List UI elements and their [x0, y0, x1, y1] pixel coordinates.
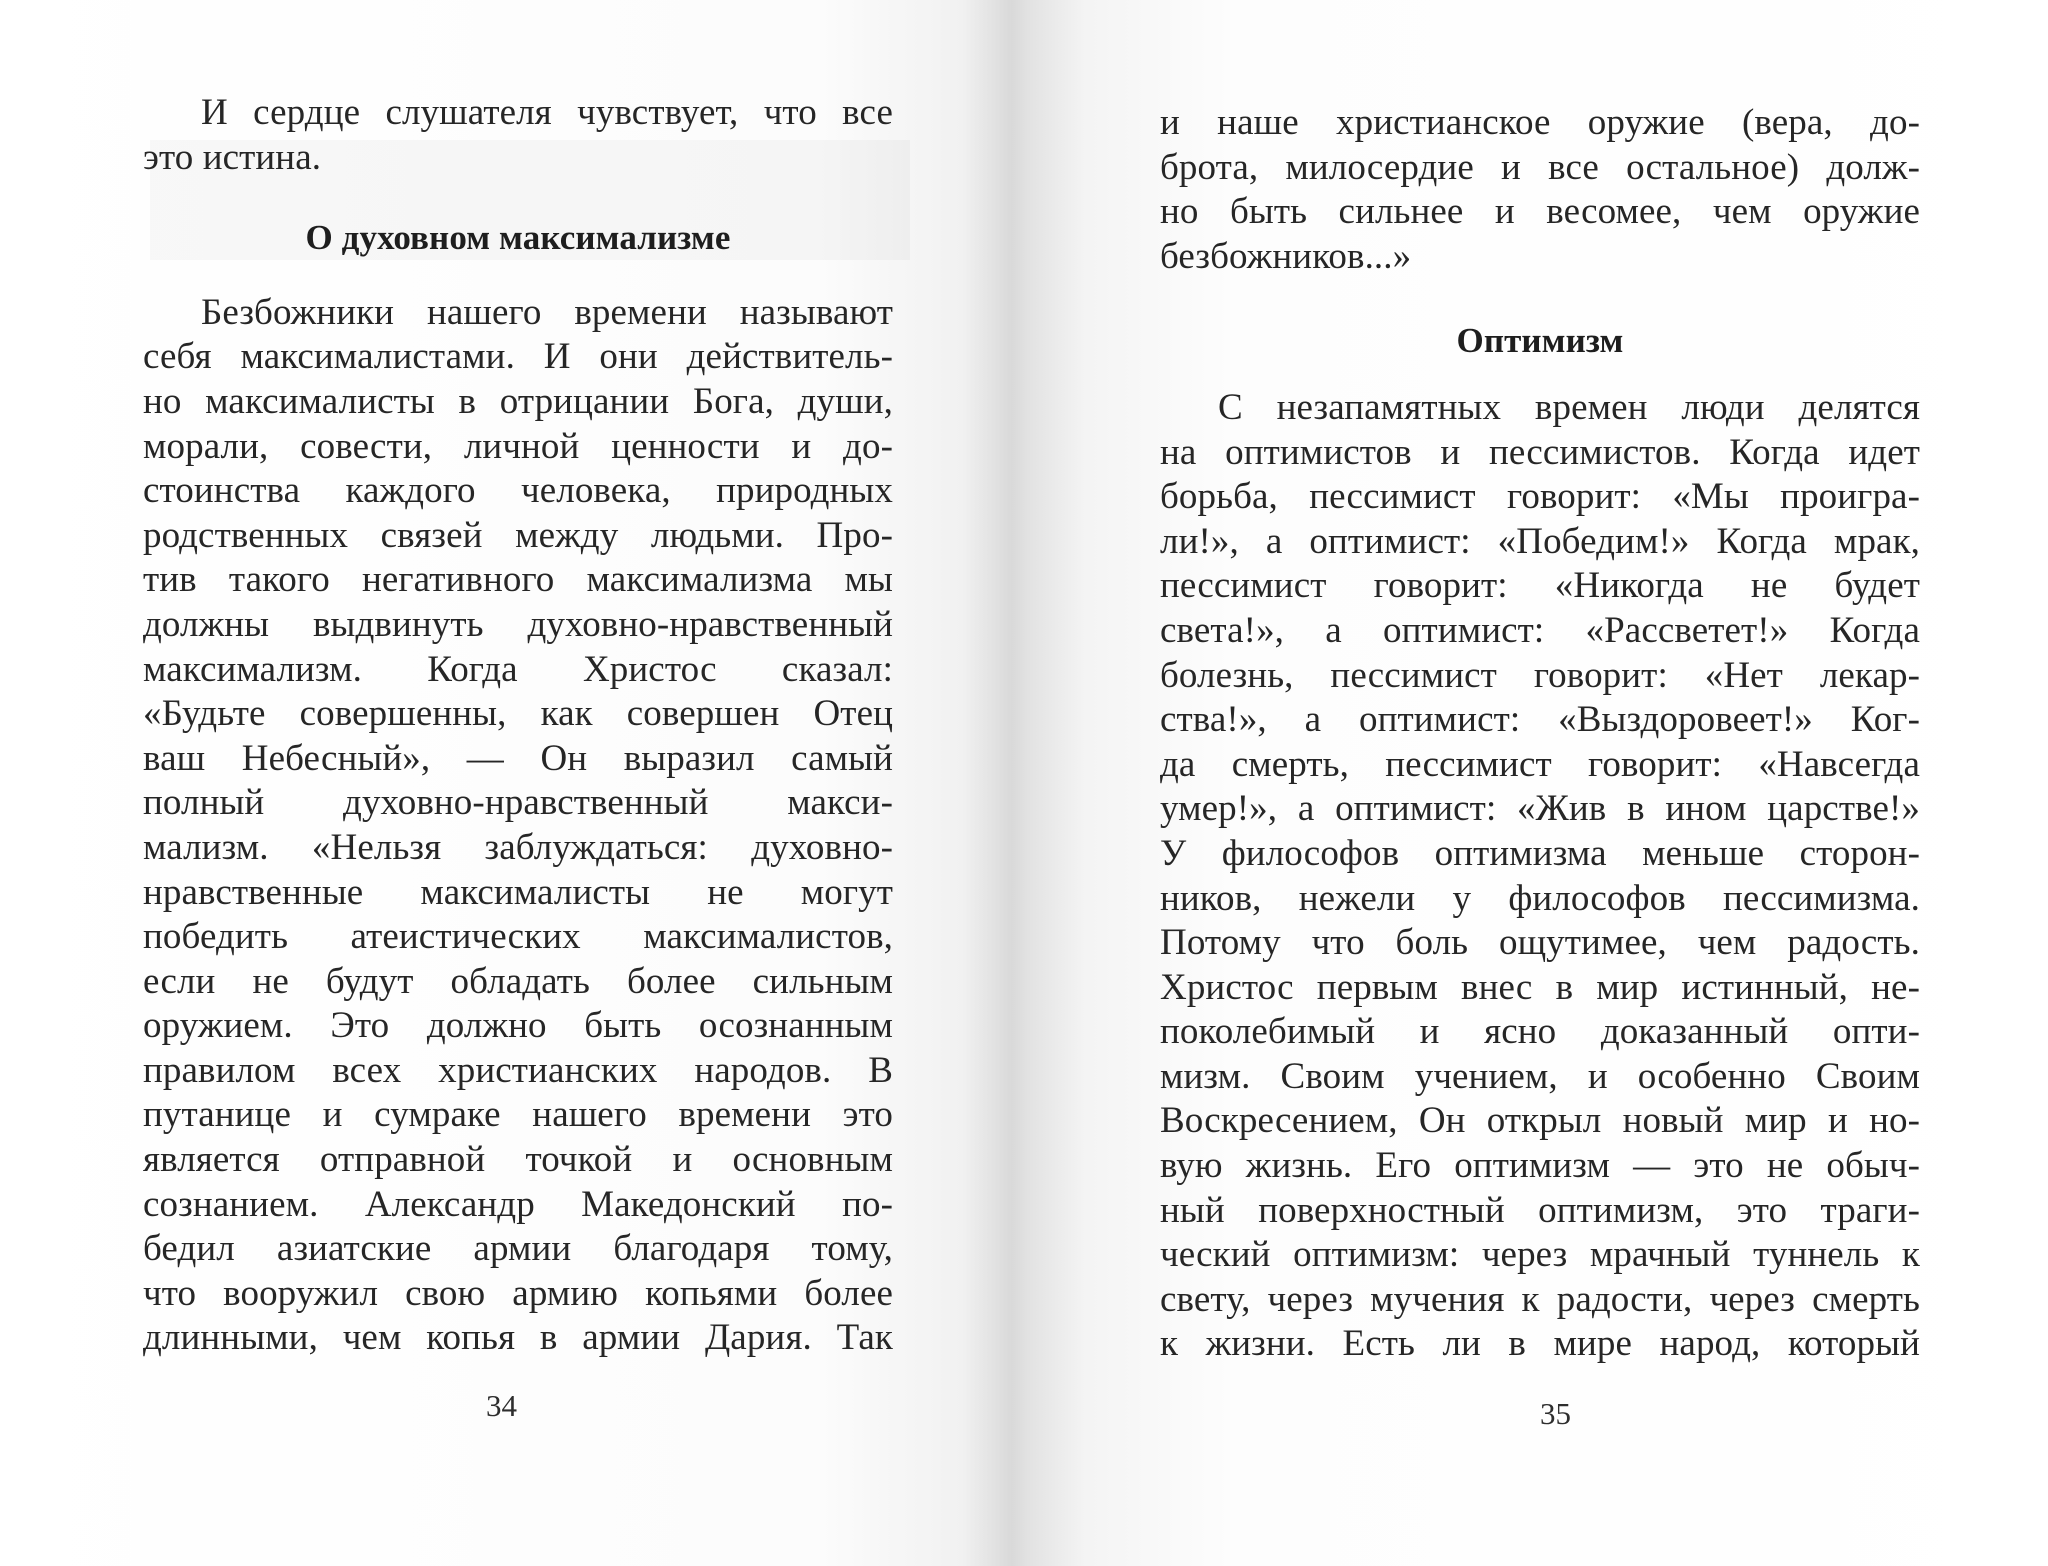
text-line: родственных связей между людьми. Про- [143, 514, 893, 556]
text-line: является отправной точкой и основным [143, 1139, 893, 1181]
text-line: свету, через мучения к радости, через смерть [1160, 1278, 1920, 1320]
left-page-text [143, 91, 893, 1361]
text-line: оружием. Это должно быть осознанным [143, 1005, 893, 1047]
text-line: себя максималистами. И они действитель- [143, 336, 893, 378]
text-line: умер!», а оптимист: «Жив в ином царстве!» [1160, 788, 1920, 830]
text-line: «Будьте совершенны, как совершен Отец [143, 693, 893, 735]
text-line: безбожников...» [1160, 235, 1412, 277]
text-line: стоинства каждого человека, природных [143, 470, 893, 512]
text-line: правилом всех христианских народов. В [143, 1049, 893, 1091]
text-line: путанице и сумраке нашего времени это [143, 1094, 893, 1136]
text-line: сознанием. Александр Македонский по- [143, 1183, 893, 1225]
text-line: борьба, пессимист говорит: «Мы проигра- [1160, 476, 1920, 518]
page-number: 35 [1540, 1396, 1571, 1431]
text-line: света!», а оптимист: «Рассветет!» Когда [1160, 609, 1920, 651]
text-line: ческий оптимизм: через мрачный туннель к [1160, 1234, 1920, 1276]
text-line: Воскресением, Он открыл новый мир и но- [1160, 1100, 1920, 1142]
text-line: и наше христианское оружие (вера, до- [1160, 102, 1920, 143]
text-line: это истина. [143, 136, 322, 178]
text-line: ства!», а оптимист: «Выздоровеет!» Ког- [1160, 699, 1920, 741]
text-line: если не будут обладать более сильным [143, 960, 893, 1002]
text-line: болезнь, пессимист говорит: «Нет лекар- [1160, 654, 1920, 696]
text-line: победить атеистических максималистов, [143, 916, 893, 958]
text-line: да смерть, пессимист говорит: «Навсегда [1160, 743, 1920, 785]
text-line: ный поверхностный оптимизм, это траги- [1160, 1189, 1920, 1231]
text-line: ников, нежели у философов пессимизма. [1160, 877, 1920, 919]
text-line: пессимист говорит: «Никогда не будет [1160, 565, 1920, 607]
text-line: на оптимистов и пессимистов. Когда идет [1160, 431, 1920, 473]
text-line: С незапамятных времен люди делятся [1218, 386, 1920, 428]
text-line: мизм. Своим учением, и особенно Своим [1160, 1055, 1920, 1097]
page-number: 34 [486, 1388, 517, 1423]
text-line: должны выдвинуть духовно-нравственный [143, 603, 893, 645]
text-line: поколебимый и ясно доказанный опти- [1160, 1011, 1920, 1053]
text-line: что вооружил свою армию копьями более [143, 1272, 893, 1314]
text-line: мализм. «Нельзя заблуждаться: духовно- [143, 826, 893, 868]
section-heading: О духовном максимализме [305, 218, 731, 258]
text-line: но максималисты в отрицании Бога, души, [143, 380, 893, 422]
text-line: максимализм. Когда Христос сказал: [143, 648, 893, 690]
text-line: И сердце слушателя чувствует, что все [201, 92, 893, 133]
text-line: к жизни. Есть ли в мире народ, который [1160, 1323, 1920, 1365]
text-line: брота, милосердие и все остальное) долж- [1160, 146, 1920, 188]
section-heading: Оптимизм [1456, 321, 1624, 361]
text-line: Безбожники нашего времени называют [201, 291, 893, 333]
text-line: но быть сильнее и весомее, чем оружие [1160, 191, 1920, 233]
text-line: длинными, чем копья в армии Дария. Так [143, 1317, 893, 1359]
right-page-text [1160, 101, 1920, 1367]
text-line: вую жизнь. Его оптимизм — это не обыч- [1160, 1145, 1920, 1187]
text-line: тив такого негативного максимализма мы [143, 559, 893, 601]
left-page [0, 0, 1010, 1566]
text-line: бедил азиатские армии благодаря тому, [143, 1228, 893, 1270]
text-line: Потому что боль ощутимее, чем радость. [1160, 922, 1920, 964]
text-line: нравственные максималисты не могут [143, 871, 893, 913]
right-page [1010, 0, 2048, 1566]
text-line: Христос первым внес в мир истинный, не- [1160, 966, 1920, 1008]
text-line: полный духовно-нравственный макси- [143, 782, 893, 824]
text-line: У философов оптимизма меньше сторон- [1160, 832, 1920, 874]
text-line: морали, совести, личной ценности и до- [143, 425, 893, 467]
text-line: ваш Небесный», — Он выразил самый [143, 737, 893, 779]
text-line: ли!», а оптимист: «Победим!» Когда мрак, [1160, 520, 1920, 562]
